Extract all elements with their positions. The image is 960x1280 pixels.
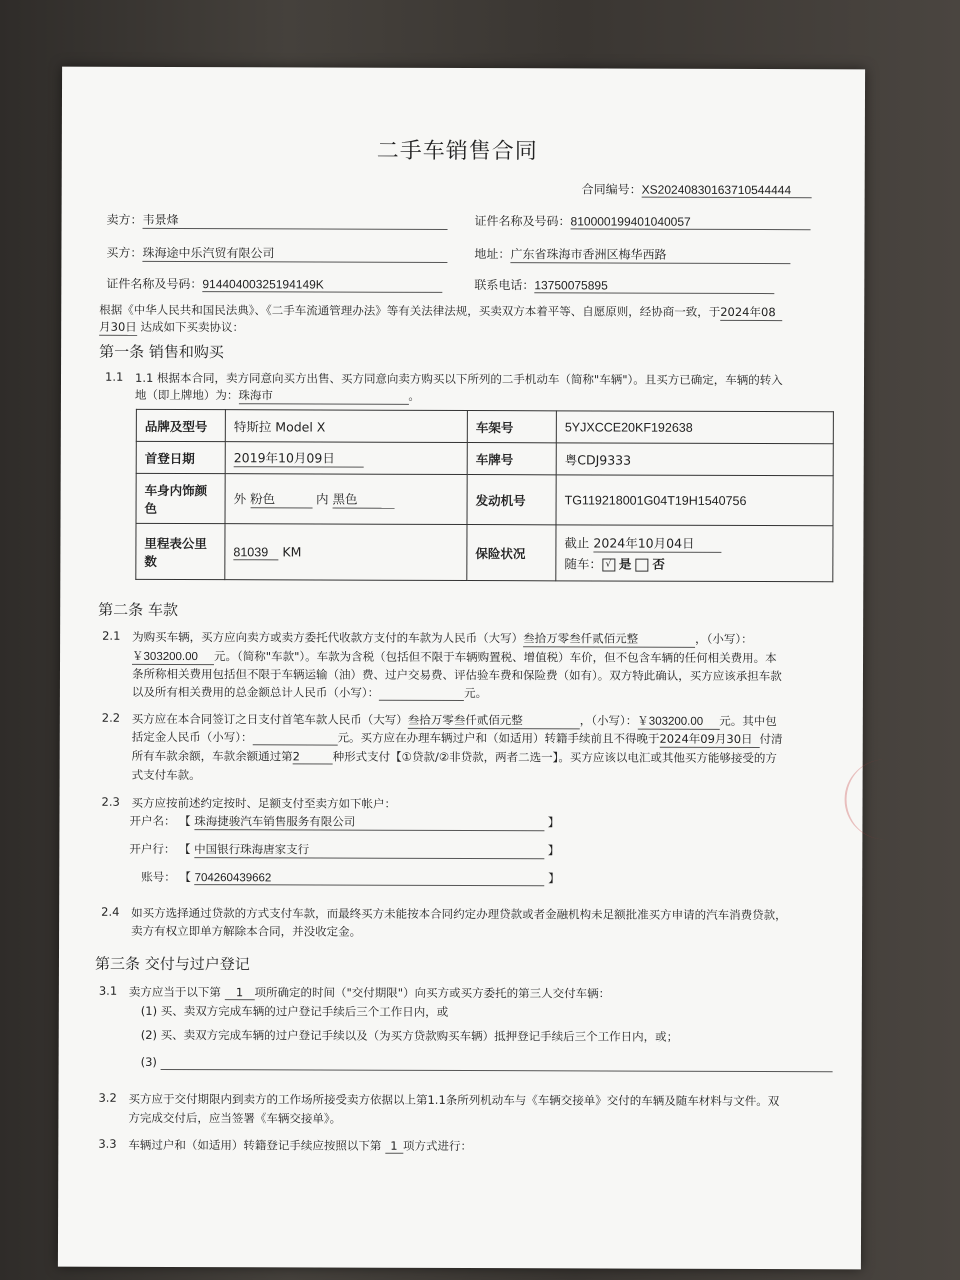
seller-id-label: 证件名称及号码： xyxy=(474,214,571,229)
a32-number: 3.2 xyxy=(98,1090,117,1105)
bank-name: 中国银行珠海唐家支行 xyxy=(194,841,544,859)
a22-line-3 xyxy=(132,748,777,766)
account-label: 账号： xyxy=(141,869,176,885)
insurance-label: 保险状况 xyxy=(467,525,556,581)
insurance-prefix: 截止 xyxy=(564,535,590,551)
a22-line-4: 式支付车款。 xyxy=(131,767,201,783)
a22-text-1: 买方应在本合同签订之日支付首笔车款人民币（大写） xyxy=(131,711,408,727)
reg-date-value: 2019年10月09日 xyxy=(234,448,364,467)
a22-text-2b: 元。买方应在办理车辆过户和（如适用）转籍手续前且不得晚于 xyxy=(337,730,660,746)
account-row xyxy=(141,869,560,886)
address: 广东省珠海市香洲区梅华西路 xyxy=(510,245,790,264)
insurance-date: 2024年10月04日 xyxy=(593,533,721,552)
bracket-right: 】 xyxy=(547,815,560,830)
no-checkbox xyxy=(635,559,648,572)
a23-line-1: 买方应按前述约定按时、足额支付至卖方如下帐户： xyxy=(131,795,397,811)
bracket-left: 【 xyxy=(178,842,191,857)
bracket-right: 】 xyxy=(547,843,560,858)
article-3-heading: 第三条 交付与过户登记 xyxy=(94,954,250,974)
color-cell xyxy=(225,474,467,525)
a22-text-3: 所有车款余额，车款余额通过第 xyxy=(131,748,293,764)
a21-text-1b: ，（小写）： xyxy=(695,631,753,647)
brand-label: 品牌及型号 xyxy=(136,409,225,441)
a31-option-2: (2) 买、卖双方完成车辆的过户登记手续以及（为买方贷款购买车辆）抵押登记手续后三个工作日内，或； xyxy=(140,1027,679,1044)
deposit-blank xyxy=(252,730,337,745)
a22-amount: ￥303200.00 xyxy=(637,713,719,730)
a11-line-2: 地（即上牌地）为：珠海市 。 xyxy=(134,387,420,403)
a22-line-1 xyxy=(132,711,777,730)
a21-line-3: 条所称相关费用包括但不限于车辆运输（油）费、过户交易费、评估验车费和保险费（如有）。双方特此确认，买方应该承担车款 xyxy=(131,666,782,684)
contract-number-row xyxy=(582,180,812,198)
seller-label: 卖方： xyxy=(106,212,143,227)
plate-label: 车牌号 xyxy=(467,443,556,475)
address-label: 地址： xyxy=(474,247,511,262)
a32-line-1: 买方应于交付期限内到卖方的工作场所接受卖方依据以上第1.1条所列机动车与《车辆交接单》交付的车辆及随车材料与文件。双 xyxy=(128,1091,780,1109)
a23-number: 2.3 xyxy=(101,794,120,809)
vin-value: 5YJXCCE20KF192638 xyxy=(556,411,833,444)
a22-text-2c: 付清 xyxy=(759,732,783,747)
seller-name: 韦景烽 xyxy=(143,211,448,230)
seller-id: 810000199401040057 xyxy=(571,214,811,230)
a32-line-2: 方完成交付后，应当签署《车辆交接单》。 xyxy=(128,1110,342,1126)
buyer-id-row xyxy=(106,275,442,293)
a21-total-blank xyxy=(379,686,464,701)
phone: 13750075895 xyxy=(534,278,774,294)
yes-checkbox: √ xyxy=(602,558,615,571)
brand-value: 特斯拉 Model X xyxy=(225,410,467,443)
contract-number: XS20240830163710544444 xyxy=(642,183,812,199)
color-label: 车身内饰颜色 xyxy=(136,473,225,523)
a31-option-1: (1) 买、卖双方完成车辆的过户登记手续后三个工作日内，或 xyxy=(140,1003,449,1019)
a31-option-3 xyxy=(141,1055,833,1072)
a11-text-2: 地（即上牌地）为： xyxy=(134,387,239,403)
reg-date-cell xyxy=(225,442,467,475)
a33-text-1: 车辆过户和（如适用）转籍登记手续应按照以下第 xyxy=(128,1137,382,1153)
intro-line-2 xyxy=(99,319,244,337)
a33-number: 3.3 xyxy=(98,1136,117,1151)
a21-text-4b: 元。 xyxy=(464,686,488,701)
exterior-color: 粉色 xyxy=(250,489,312,508)
intro-text-b: 达成如下买卖协议： xyxy=(140,319,245,335)
a22-text-3b: 种形式支付【①贷款/②非贷款，两者二选一】。买方应该以电汇或其他买方能够接受的方 xyxy=(332,749,777,766)
a31-option-3-blank xyxy=(161,1055,833,1072)
reg-date-label: 首登日期 xyxy=(136,441,225,473)
a33-text-1b: 项方式进行： xyxy=(402,1138,473,1154)
a22-text-1b: ，（小写）： xyxy=(579,713,638,728)
phone-row xyxy=(474,276,774,294)
bank-row xyxy=(129,841,559,860)
a21-line-4 xyxy=(132,684,487,701)
buyer-name: 珠海途中乐汽贸有限公司 xyxy=(142,244,447,263)
a21-text-1: 为购买车辆，买方应向卖方或卖方委托代收款方支付的车款为人民币（大写） xyxy=(132,629,524,646)
a33-line-1 xyxy=(128,1137,472,1154)
a22-text-2: 括定金人民币（小写）： xyxy=(131,729,253,745)
seller-id-row xyxy=(475,212,811,230)
a24-number: 2.4 xyxy=(101,904,120,919)
bank-account-name: 珠海捷骏汽车销售服务有限公司 xyxy=(194,813,544,831)
vin-label: 车架号 xyxy=(467,411,556,443)
bracket-left: 【 xyxy=(179,870,191,885)
a22-text-1c: 元。其中包 xyxy=(719,713,777,729)
engine-value: TG119218001G04T19H1540756 xyxy=(556,475,833,526)
destination-city: 珠海市 xyxy=(238,387,408,405)
odometer-label: 里程表公里数 xyxy=(136,523,225,579)
bank-name-label: 开户名： xyxy=(129,813,176,829)
a31-text-1: 卖方应当于以下第 xyxy=(128,984,221,1000)
stamp-edge xyxy=(844,759,906,839)
a22-amount-cn: 叁拾万零叁仟贰佰元整 xyxy=(408,712,580,730)
seller-row xyxy=(107,211,448,230)
insurance-cell xyxy=(556,525,833,582)
intro-date-a: 2024年08 xyxy=(720,304,782,321)
a31-choice: 1 xyxy=(224,985,254,1000)
a24-line-1: 如买方选择通过贷款的方式支付车款，而最终买方未能按本合同约定办理贷款或者金融机构未足额批准买方申请的汽车消费贷款， xyxy=(131,905,787,923)
a33-choice: 1 xyxy=(385,1139,403,1154)
intro-date-b: 月30日 xyxy=(99,319,137,334)
address-row xyxy=(474,245,790,264)
plate-value: 粤CDJ9333 xyxy=(556,443,833,476)
interior-color: 黑色 xyxy=(333,490,395,509)
contract-number-label: 合同编号： xyxy=(581,182,642,197)
account-number: 704260439662 xyxy=(195,872,545,886)
buyer-label: 买方： xyxy=(106,245,143,260)
a31-option-3-label: (3) xyxy=(140,1054,157,1069)
buyer-id-label: 证件名称及号码： xyxy=(106,276,203,292)
exterior-prefix: 外 xyxy=(233,491,247,507)
a21-number: 2.1 xyxy=(102,628,121,643)
bank-name-row xyxy=(129,813,559,832)
payment-deadline: 2024年09月30日 xyxy=(659,731,759,748)
buyer-row xyxy=(106,244,447,263)
a31-text-1b: 项所确定的时间（"交付期限"）向买方或买方委托的第三人交付车辆： xyxy=(254,985,611,1001)
a22-line-2 xyxy=(132,729,783,748)
odometer-cell xyxy=(225,524,467,581)
article-2-heading: 第二条 车款 xyxy=(98,600,179,620)
a21-line-1 xyxy=(132,629,753,648)
bracket-right: 】 xyxy=(548,871,560,886)
bracket-left: 【 xyxy=(179,814,191,829)
odometer-unit: KM xyxy=(282,543,302,559)
a21-amount: ￥303200.00 xyxy=(132,648,214,665)
no-label: 否 xyxy=(652,556,665,572)
a31-line-1 xyxy=(129,984,610,1002)
with-car-label: 随车： xyxy=(564,556,602,572)
a31-number: 3.1 xyxy=(98,983,118,998)
a21-amount-cn: 叁拾万零叁仟贰佰元整 xyxy=(523,630,695,648)
a11-text: 1.1 根据本合同，卖方同意向买方出售、买方同意向卖方购买以下所列的二手机动车（简称"车辆"）。且买方已确定，车辆的转入 xyxy=(134,370,783,388)
a22-number: 2.2 xyxy=(101,710,121,725)
odometer-value: 81039 xyxy=(233,545,278,560)
a21-text-2: 元。（简称"车款"）。车款为含税（包括但不限于车辆购置税、增值税）车价，但不包含车辆的任何相关费用。本 xyxy=(214,649,777,666)
article-1-heading: 第一条 销售和购买 xyxy=(99,342,224,362)
yes-label: 是 xyxy=(618,556,632,572)
buyer-id: 91440400325194149K xyxy=(202,277,442,293)
phone-label: 联系电话： xyxy=(474,278,535,293)
a24-line-2: 卖方有权立即单方解除本合同，并没收定金。 xyxy=(131,923,362,939)
contract-document xyxy=(58,67,865,1270)
bank-label: 开户行： xyxy=(129,841,176,857)
vehicle-info-table xyxy=(135,409,834,582)
intro-text: 根据《中华人民共和国民法典》、《二手车流通管理办法》等有关法律法规，买卖双方本着平等、自愿原则，经协商一致，于 xyxy=(99,302,721,319)
interior-prefix: 内 xyxy=(316,491,329,507)
document-title: 二手车销售合同 xyxy=(376,138,538,165)
engine-label: 发动机号 xyxy=(467,475,556,525)
payment-method: 2 xyxy=(293,749,333,764)
a11-number: 1.1 xyxy=(104,369,124,384)
a21-line-2 xyxy=(132,648,777,667)
a21-text-4: 以及所有相关费用的总金额总计人民币（小写）： xyxy=(131,684,380,700)
